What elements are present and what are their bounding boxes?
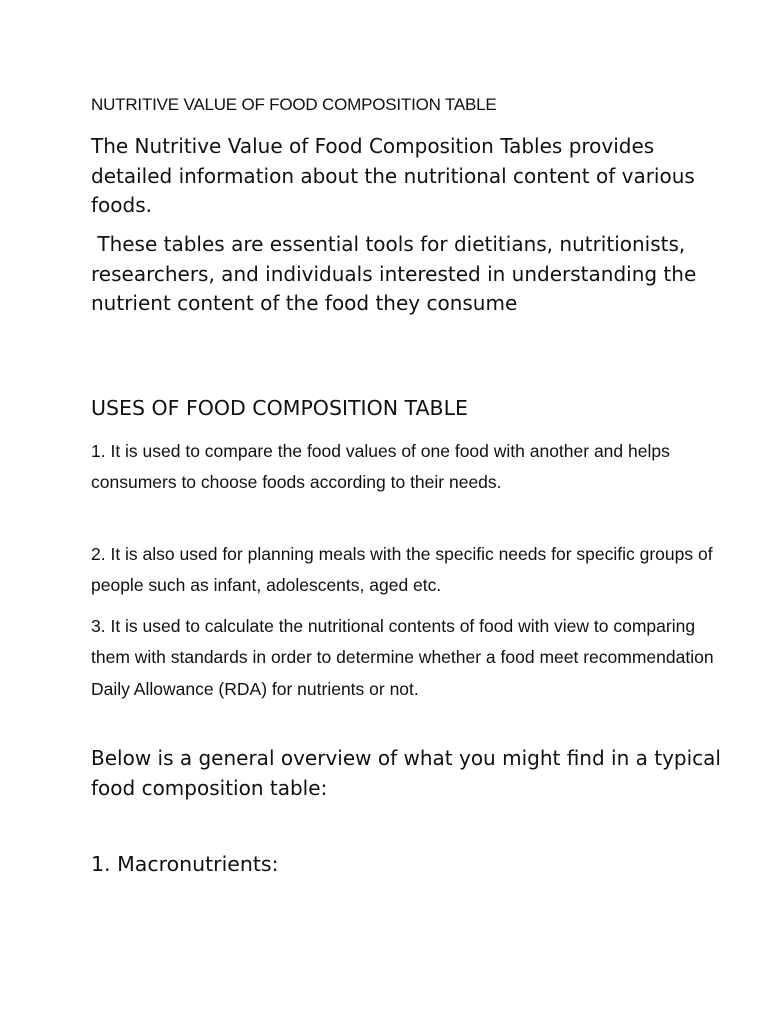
use-item: 3. It is used to calculate the nutritional contents of food with view to comparing them with standards in order to determine whether a food meet recommendation Daily Allowance (RDA) for nutrients or not. (91, 616, 714, 699)
overview-paragraph: Below is a general overview of what you might find in a typical food composition table: (91, 746, 721, 800)
intro-paragraph: The Nutritive Value of Food Composition Tables provides detailed information about the nutritional content of various foods. (91, 134, 695, 217)
intro-paragraph: These tables are essential tools for dietitians, nutritionists, researchers, and individuals interested in understanding the nutrient content of the food they consume (91, 232, 703, 315)
use-item: 1. It is used to compare the food values of one food with another and helps consumers to choose foods according to their needs. (91, 441, 670, 493)
macronutrients-heading: 1. Macronutrients: (91, 852, 279, 876)
document-title: NUTRITIVE VALUE OF FOOD COMPOSITION TABLE (91, 95, 497, 114)
uses-heading: USES OF FOOD COMPOSITION TABLE (91, 396, 468, 420)
use-item: 2. It is also used for planning meals with the specific needs for specific groups of people such as infant, adolescents, aged etc. (91, 544, 713, 596)
